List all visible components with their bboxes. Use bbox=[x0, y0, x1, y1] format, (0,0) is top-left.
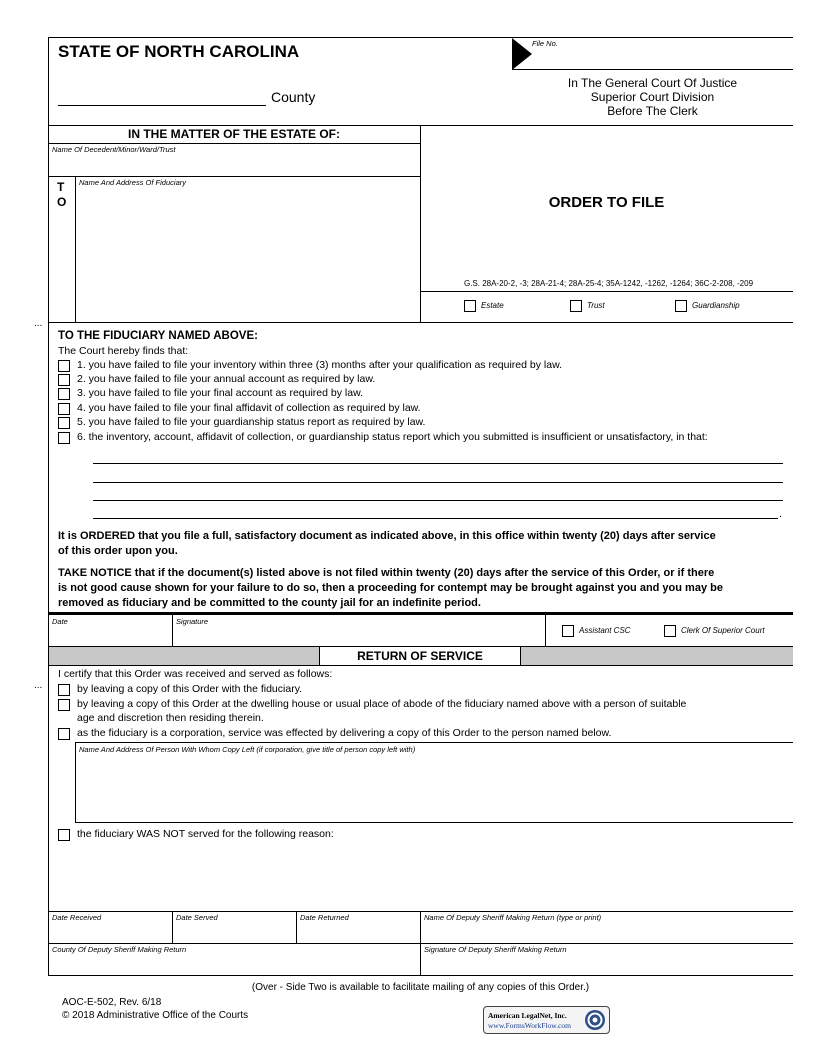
finding-6-checkbox[interactable] bbox=[58, 432, 70, 444]
top-border bbox=[48, 37, 793, 38]
finding-1-text: 1. you have failed to file your inventory within three (3) months after your qualification as required by law. bbox=[77, 359, 563, 371]
statutes-underline bbox=[420, 291, 793, 292]
finding-3-checkbox[interactable] bbox=[58, 388, 70, 400]
return-grid-middle bbox=[48, 943, 793, 944]
state-title: STATE OF NORTH CAROLINA bbox=[58, 42, 300, 61]
form-number: AOC-E-502, Rev. 6/18 bbox=[62, 997, 162, 1008]
ordered-line-2: of this order upon you. bbox=[58, 545, 178, 557]
return-title: RETURN OF SERVICE bbox=[319, 647, 521, 665]
left-border bbox=[48, 37, 49, 975]
clerk-superior-court-label: Clerk Of Superior Court bbox=[681, 626, 765, 635]
court-line-1: In The General Court Of Justice bbox=[567, 76, 738, 90]
copyright: © 2018 Administrative Office of the Courts bbox=[62, 1010, 249, 1021]
trust-checkbox[interactable] bbox=[570, 300, 582, 312]
publisher-logo-icon bbox=[584, 1009, 606, 1031]
estate-title-underline bbox=[48, 143, 420, 144]
return-option-2-line-2: age and discretion then residing therein. bbox=[77, 712, 264, 724]
return-band-right bbox=[521, 647, 793, 665]
to-letter-o: O bbox=[57, 195, 67, 209]
reason-line-3[interactable] bbox=[93, 500, 783, 501]
ordered-line-1: It is ORDERED that you file a full, satisfactory document as indicated above, in this office within twenty (20) days after service bbox=[58, 530, 716, 542]
date-served-label: Date Served bbox=[176, 913, 218, 922]
trust-checkbox-label: Trust bbox=[587, 301, 605, 310]
margin-mark-2: ... bbox=[34, 680, 43, 691]
over-note: (Over - Side Two is available to facilitate mailing of any copies of this Order.) bbox=[251, 982, 590, 993]
county-label: County bbox=[271, 89, 316, 105]
finding-1-checkbox[interactable] bbox=[58, 360, 70, 372]
reason-line-1[interactable] bbox=[93, 463, 783, 464]
return-option-1-checkbox[interactable] bbox=[58, 684, 70, 696]
statutes-text: G.S. 28A-20-2, -3; 28A-21-4; 28A-25-4; 35A-1242, -1262, -1264; 36C-2-208, -209 bbox=[463, 279, 754, 288]
county-blank-line bbox=[58, 105, 266, 106]
to-letter-t: T bbox=[57, 180, 65, 194]
date-received-label: Date Received bbox=[52, 913, 102, 922]
file-no-label: File No. bbox=[532, 39, 558, 48]
grid-divider-2 bbox=[296, 911, 297, 943]
finding-4-checkbox[interactable] bbox=[58, 403, 70, 415]
signature-options-divider bbox=[545, 614, 546, 646]
order-title: ORDER TO FILE bbox=[548, 194, 665, 211]
signature-label: Signature bbox=[176, 617, 209, 626]
notice-line-3: removed as fiduciary and be committed to the county jail for an indefinite period. bbox=[58, 597, 481, 609]
return-intro: I certify that this Order was received and served as follows: bbox=[58, 668, 333, 680]
estate-block-divider bbox=[420, 125, 421, 322]
county-deputy-label: County Of Deputy Sheriff Making Return bbox=[52, 945, 187, 954]
fiduciary-label: Name And Address Of Fiduciary bbox=[79, 178, 186, 187]
reason-line-4[interactable] bbox=[93, 518, 778, 519]
return-band-left bbox=[49, 647, 319, 665]
reason-line-2[interactable] bbox=[93, 482, 783, 483]
publisher-name: American LegalNet, Inc. bbox=[488, 1011, 567, 1020]
return-band-bottom bbox=[48, 665, 793, 666]
notice-line-2: is not good cause shown for your failure to do so, then a proceeding for contempt may be brought against you and you may be bbox=[58, 582, 723, 594]
date-label: Date bbox=[52, 617, 68, 626]
return-grid-bottom bbox=[48, 975, 793, 976]
return-option-2-line-1: by leaving a copy of this Order at the dwelling house or usual place of abode of the fiduciary named above with a person of suitable bbox=[77, 698, 687, 710]
finding-2-checkbox[interactable] bbox=[58, 374, 70, 386]
estate-title: IN THE MATTER OF THE ESTATE OF: bbox=[128, 127, 340, 141]
signature-deputy-label: Signature Of Deputy Sheriff Making Return bbox=[424, 945, 567, 954]
court-line-3: Before The Clerk bbox=[607, 104, 698, 118]
finding-5-text: 5. you have failed to file your guardianship status report as required by law. bbox=[77, 416, 426, 428]
return-option-3-checkbox[interactable] bbox=[58, 728, 70, 740]
finding-4-text: 4. you have failed to file your final affidavit of collection as required by law. bbox=[77, 402, 421, 414]
file-no-line bbox=[512, 69, 793, 70]
estate-block-bottom bbox=[48, 322, 793, 323]
estate-checkbox[interactable] bbox=[464, 300, 476, 312]
return-option-1-text: by leaving a copy of this Order with the fiduciary. bbox=[77, 683, 303, 695]
assistant-csc-checkbox[interactable] bbox=[562, 625, 574, 637]
decedent-label: Name Of Decedent/Minor/Ward/Trust bbox=[52, 145, 176, 154]
findings-heading: TO THE FIDUCIARY NAMED ABOVE: bbox=[58, 330, 258, 342]
margin-mark-1: ... bbox=[34, 318, 43, 329]
decedent-field-bottom bbox=[48, 176, 420, 177]
date-returned-label: Date Returned bbox=[300, 913, 349, 922]
estate-checkbox-label: Estate bbox=[481, 301, 504, 310]
return-option-3-text: as the fiduciary is a corporation, service was effected by delivering a copy of this Order to the person named below. bbox=[77, 727, 612, 739]
finding-6-text: 6. the inventory, account, affidavit of collection, or guardianship status report which you submitted is insufficient or unsatisfactory, in that: bbox=[77, 431, 708, 443]
publisher-url: www.FormsWorkFlow.com bbox=[488, 1021, 572, 1030]
file-no-arrow-icon bbox=[512, 38, 532, 70]
copy-left-label: Name And Address Of Person With Whom Copy Left (if corporation, give title of person copy left with) bbox=[79, 745, 416, 754]
finding-5-checkbox[interactable] bbox=[58, 417, 70, 429]
date-signature-divider bbox=[172, 614, 173, 646]
to-column-divider bbox=[75, 176, 76, 322]
publisher-badge[interactable] bbox=[483, 1006, 610, 1034]
finding-3-text: 3. you have failed to file your final account as required by law. bbox=[77, 387, 364, 399]
clerk-superior-court-checkbox[interactable] bbox=[664, 625, 676, 637]
assistant-csc-label: Assistant CSC bbox=[579, 626, 631, 635]
deputy-name-label: Name Of Deputy Sheriff Making Return (type or print) bbox=[424, 913, 602, 922]
court-line-2: Superior Court Division bbox=[590, 90, 715, 104]
not-served-text: the fiduciary WAS NOT served for the following reason: bbox=[77, 828, 334, 840]
not-served-checkbox[interactable] bbox=[58, 829, 70, 841]
guardianship-checkbox[interactable] bbox=[675, 300, 687, 312]
findings-intro: The Court hereby finds that: bbox=[58, 345, 189, 357]
copy-left-box[interactable] bbox=[75, 742, 793, 823]
notice-line-1: TAKE NOTICE that if the document(s) listed above is not filed within twenty (20) days after the service of this Order, or if there bbox=[58, 567, 715, 579]
finding-2-text: 2. you have failed to file your annual account as required by law. bbox=[77, 373, 376, 385]
guardianship-checkbox-label: Guardianship bbox=[692, 301, 740, 310]
reason-line-period: . bbox=[779, 508, 783, 520]
signature-row-top bbox=[48, 612, 793, 615]
return-option-2-checkbox[interactable] bbox=[58, 699, 70, 711]
grid-divider-1 bbox=[172, 911, 173, 943]
